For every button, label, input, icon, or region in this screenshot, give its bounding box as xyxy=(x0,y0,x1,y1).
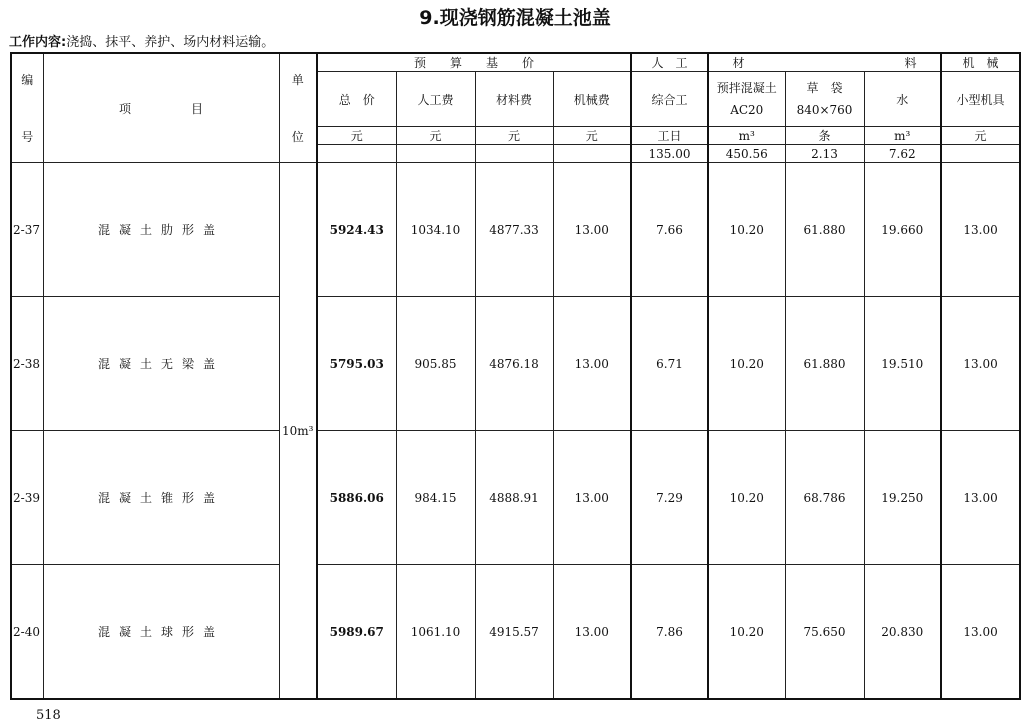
row-concrete: 10.20 xyxy=(708,297,785,431)
row-code: 2-39 xyxy=(11,431,43,565)
row-small-tools: 13.00 xyxy=(941,297,1020,431)
col-concrete: 预拌混凝土 AC20 xyxy=(708,72,785,127)
row-labor-fee: 984.15 xyxy=(396,431,475,565)
row-unit: 10m³ xyxy=(279,163,317,700)
row-item: 混凝土肋形盖 xyxy=(43,163,279,297)
row-worker: 7.86 xyxy=(631,565,708,700)
price-material-fee xyxy=(475,145,553,163)
row-code: 2-38 xyxy=(11,297,43,431)
row-labor-fee: 1034.10 xyxy=(396,163,475,297)
col-labor-fee: 人工费 xyxy=(396,72,475,127)
row-water: 19.660 xyxy=(864,163,941,297)
price-straw-bag: 2.13 xyxy=(785,145,864,163)
table-row xyxy=(11,431,1020,565)
price-worker: 135.00 xyxy=(631,145,708,163)
row-straw-bag: 61.880 xyxy=(785,163,864,297)
table-row xyxy=(11,565,1020,700)
header-labor-group: 人 工 xyxy=(631,53,708,72)
quota-table xyxy=(10,52,1021,700)
row-straw-bag: 61.880 xyxy=(785,297,864,431)
unit-straw-bag: 条 xyxy=(785,127,864,145)
row-item: 混凝土锥形盖 xyxy=(43,431,279,565)
row-small-tools: 13.00 xyxy=(941,565,1020,700)
work-content xyxy=(9,31,274,50)
header-item: 项 目 xyxy=(43,53,279,163)
row-worker: 7.66 xyxy=(631,163,708,297)
row-total: 5795.03 xyxy=(317,297,396,431)
row-code: 2-40 xyxy=(11,565,43,700)
row-concrete: 10.20 xyxy=(708,431,785,565)
row-water: 20.830 xyxy=(864,565,941,700)
row-item: 混凝土球形盖 xyxy=(43,565,279,700)
page-title: 9.现浇钢筋混凝土池盖 xyxy=(419,7,611,29)
row-water: 19.510 xyxy=(864,297,941,431)
row-material-fee: 4877.33 xyxy=(475,163,553,297)
row-water: 19.250 xyxy=(864,431,941,565)
row-machine-fee: 13.00 xyxy=(553,565,631,700)
header-code: 编 号 xyxy=(11,53,43,163)
price-water: 7.62 xyxy=(864,145,941,163)
table-row xyxy=(11,163,1020,297)
row-material-fee: 4876.18 xyxy=(475,297,553,431)
header-unit: 单 位 xyxy=(279,53,317,163)
row-small-tools: 13.00 xyxy=(941,431,1020,565)
unit-labor-fee: 元 xyxy=(396,127,475,145)
row-concrete: 10.20 xyxy=(708,163,785,297)
row-labor-fee: 1061.10 xyxy=(396,565,475,700)
header-material-group: 材 料 xyxy=(708,53,941,72)
row-worker: 6.71 xyxy=(631,297,708,431)
unit-total: 元 xyxy=(317,127,396,145)
price-labor-fee xyxy=(396,145,475,163)
unit-machine-fee: 元 xyxy=(553,127,631,145)
row-straw-bag: 68.786 xyxy=(785,431,864,565)
row-machine-fee: 13.00 xyxy=(553,163,631,297)
row-total: 5886.06 xyxy=(317,431,396,565)
header-budget-group: 预 算 基 价 xyxy=(317,53,631,72)
table-row xyxy=(11,297,1020,431)
col-worker: 综合工 xyxy=(631,72,708,127)
row-concrete: 10.20 xyxy=(708,565,785,700)
row-machine-fee: 13.00 xyxy=(553,431,631,565)
unit-material-fee: 元 xyxy=(475,127,553,145)
col-water: 水 xyxy=(864,72,941,127)
unit-worker: 工日 xyxy=(631,127,708,145)
unit-water: m³ xyxy=(864,127,941,145)
row-total: 5989.67 xyxy=(317,565,396,700)
price-concrete: 450.56 xyxy=(708,145,785,163)
price-total xyxy=(317,145,396,163)
row-machine-fee: 13.00 xyxy=(553,297,631,431)
col-machine-fee: 机械费 xyxy=(553,72,631,127)
header-machine-group: 机 械 xyxy=(941,53,1020,72)
work-content-text: 浇捣、抹平、养护、场内材料运输。 xyxy=(66,35,275,50)
row-straw-bag: 75.650 xyxy=(785,565,864,700)
col-small-tools: 小型机具 xyxy=(941,72,1020,127)
unit-concrete: m³ xyxy=(708,127,785,145)
row-material-fee: 4915.57 xyxy=(475,565,553,700)
col-straw-bag: 草 袋 840×760 xyxy=(785,72,864,127)
col-total: 总 价 xyxy=(317,72,396,127)
row-code: 2-37 xyxy=(11,163,43,297)
price-machine-fee xyxy=(553,145,631,163)
row-total: 5924.43 xyxy=(317,163,396,297)
row-item: 混凝土无梁盖 xyxy=(43,297,279,431)
price-small-tools xyxy=(941,145,1020,163)
row-labor-fee: 905.85 xyxy=(396,297,475,431)
row-material-fee: 4888.91 xyxy=(475,431,553,565)
unit-small-tools: 元 xyxy=(941,127,1020,145)
page-number: 518 xyxy=(36,708,61,723)
col-material-fee: 材料费 xyxy=(475,72,553,127)
work-content-label: 工作内容: xyxy=(9,35,67,50)
row-worker: 7.29 xyxy=(631,431,708,565)
row-small-tools: 13.00 xyxy=(941,163,1020,297)
